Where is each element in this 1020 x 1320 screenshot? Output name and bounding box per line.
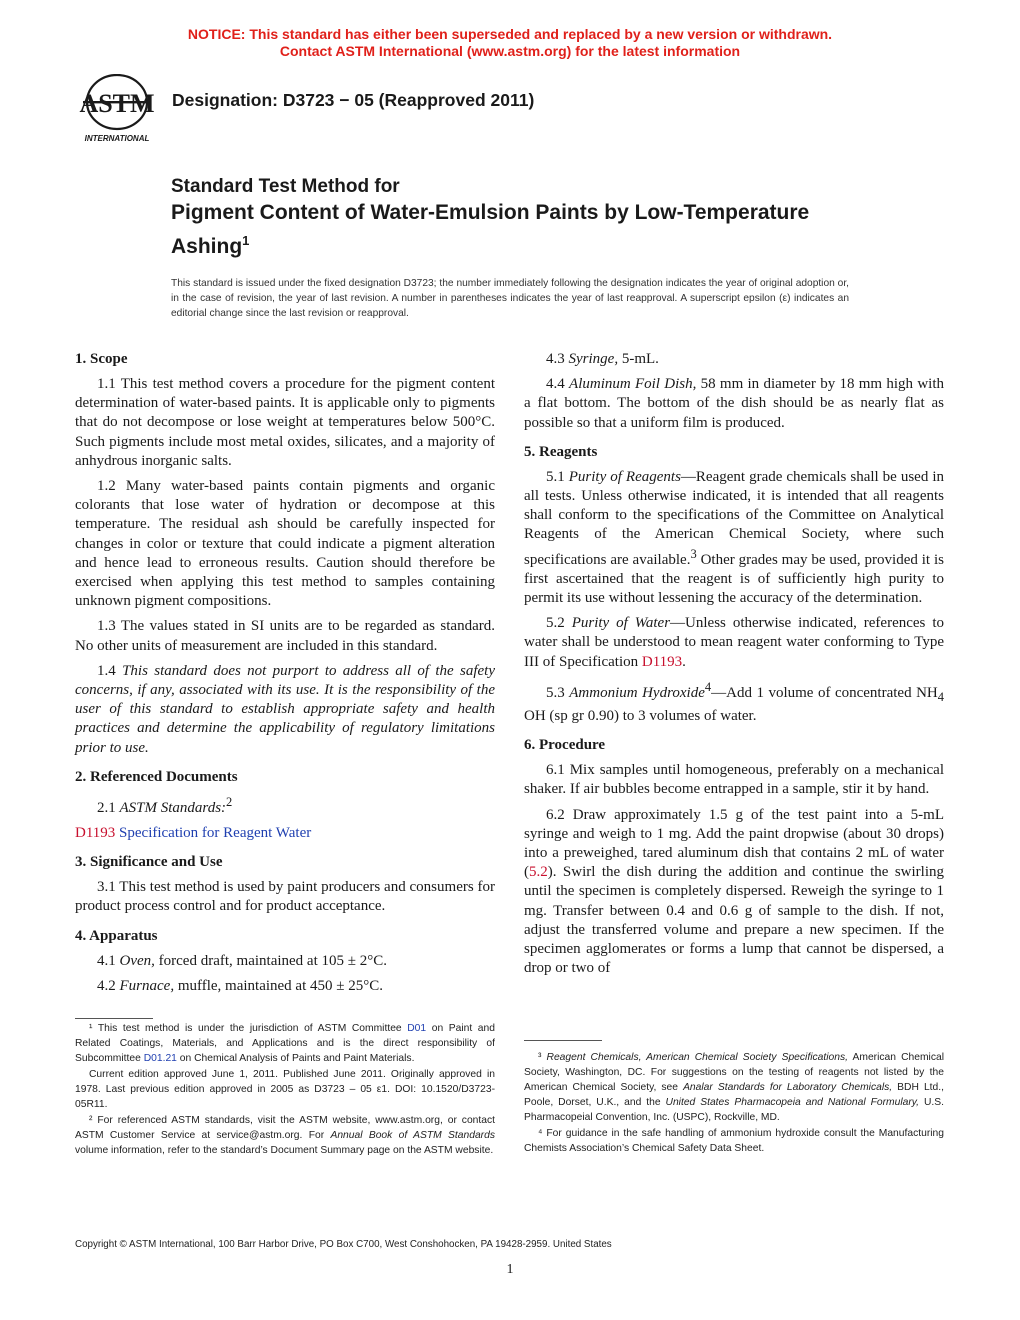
- d01-21-link[interactable]: D01.21: [143, 1053, 177, 1064]
- reagents-5-2: 5.2 Purity of Water—Unless otherwise indicated, references to water shall be understood to mean reagent water conforming to Type III of Specification D1193.: [524, 615, 944, 670]
- reagents-5-3: 5.3 Ammonium Hydroxide$^4$—Add 1 volume of concentrated $NH_4$ OH (sp gr 0.90) to 3 volumes of water.: [524, 679, 944, 725]
- apparatus-4-3: 4.3 Syringe, 5-mL.: [546, 351, 659, 367]
- footnote-1-edition: Current edition approved June 1, 2011. Published June 2011. Originally approved in 1978. Last previous edition approved in 2005 as D3723 – 05 ε1. DOI: 10.1520/D3723-05R11.: [75, 1069, 495, 1110]
- d1193-link[interactable]: D1193: [75, 825, 116, 842]
- section-5-2-link[interactable]: 5.2: [529, 864, 548, 881]
- title-text: Pigment Content of Water-Emulsion Paints by Low-Temperature Ashing: [171, 201, 810, 258]
- page-number: 1: [506, 1262, 514, 1277]
- section-procedure-heading: 6. Procedure: [524, 737, 606, 754]
- section-significance-heading: 3. Significance and Use: [75, 854, 223, 871]
- scope-1-4: 1.4 This standard does not purport to address all of the safety concerns, if any, associated with its use. It is the responsibility of the user of this standard to establish appropriate safety and health practices and determine the applicability of regulatory limitations prior to use.: [75, 662, 496, 756]
- referenced-2-1: 2.1 ASTM Standards:$^2$: [97, 794, 233, 816]
- footnotes-left: [75, 1021, 495, 1159]
- apparatus-4-2: 4.2 Furnace, muffle, maintained at 450 ± 25°C.: [97, 977, 383, 994]
- title-prefix: Standard Test Method for: [171, 176, 400, 197]
- section-referenced-heading: 2. Referenced Documents: [75, 768, 238, 785]
- d1193-title-link[interactable]: Specification for Reagent Water: [115, 825, 312, 842]
- preamble: This standard is issued under the fixed designation D3723; the number immediately following the designation indicates the year of original adoption or, in the case of revision, the year of last revision. A number in parentheses indicates the year of last reapproval. A superscript epsilon (ε) indicates an editorial change since the last revision or reapproval.: [171, 278, 849, 319]
- safety-caveat: This standard does not purport to address all of the safety concerns, if any, associated with its use. It is the responsibility of the user of this standard to establish appropriate safety and health practices and determine the applicability of regulatory limitations prior to use.: [75, 662, 496, 756]
- footnote-3: ³ Reagent Chemicals, American Chemical Society Specifications, American Chemical Society, Washington, DC. For suggestions on the testing of reagents not listed by the American Chemical Society, see Analar Standards for Laboratory Chemicals, BDH Ltd., Poole, Dorset, U.K., and the United States Pharmacopeia and National Formulary, U.S. Pharmacopeial Convention, Inc. (USPC), Rockville, MD.: [524, 1052, 944, 1123]
- reagents-5-1: 5.1 Purity of Reagents—Reagent grade chemicals shall be used in all tests. Unless otherwise indicated, it is intended that all reagents shall conform to the specifications of the Committee on Analytical Reagents of the American Chemical Society, where such specifications are available.$^3$ Other grades may be used, provided it is first ascertained that the reagent is of sufficiently high purity to permit its use without lessening the accuracy of the determination.: [524, 468, 945, 607]
- left-column: [75, 350, 495, 1002]
- astm-logo: [74, 74, 160, 144]
- footnote-4: ⁴ For guidance in the safe handling of ammonium hydroxide consult the Manufacturing Chemists Association’s Chemical Safety Data Sheet.: [524, 1128, 944, 1154]
- procedure-6-2: 6.2 Draw approximately 1.5 g of the test paint into a 5-mL syringe and weigh to 1 mg. Add the paint dropwise (about 30 drops) into a preweighed, tared aluminum dish that contains 2 mL of water (5.2). Swirl the dish during the addition and continue the swirling until the specimen is completely dispersed. Reweigh the syringe to 1 mg. Transfer between 0.4 and 0.6 g of sample to the dish. If not, adjust the transferred volume and prepare a new specimen. If the specimen agglomerates or forms a lump that cannot be dispersed, a drop or two of: [524, 806, 944, 977]
- procedure-6-1: 6.1 Mix samples until homogeneous, preferably on a mechanical shaker. If air bubbles become entrapped in a sample, stir it by hand.: [524, 762, 944, 798]
- significance-3-1: 3.1 This test method is used by paint producers and consumers for product process control and for product acceptance.: [75, 879, 495, 915]
- section-reagents-heading: 5. Reagents: [524, 443, 598, 460]
- scope-1-3: 1.3 The values stated in SI units are to be regarded as standard. No other units of measurement are included in this standard.: [75, 618, 495, 654]
- scope-1-1: 1.1 This test method covers a procedure for the pigment content determination of water-based paints. It is applicable only to pigments that do not decompose or lose weight at temperatures below 500°C. Such pigments include most metal oxides, silicates, and a majority of anhydrous inorganic salts.: [75, 376, 495, 469]
- apparatus-4-4: 4.4 Aluminum Foil Dish, 58 mm in diameter by 18 mm high with a flat bottom. The bottom of the dish should be as nearly flat as possible so that a uniform film is produced.: [524, 376, 944, 431]
- designation: Designation: D3723 − 05 (Reapproved 2011): [172, 90, 535, 110]
- footnote-rule-right: [524, 1040, 602, 1041]
- footnotes-right: [524, 1050, 944, 1157]
- footnote-2: ² For referenced ASTM standards, visit the ASTM website, www.astm.org, or contact ASTM Customer Service at service@astm.org. For Annual Book of ASTM Standards volume information, refer to the standard’s Document Summary page on the ASTM website.: [75, 1115, 495, 1156]
- withdrawal-notice: [0, 26, 1020, 60]
- section-apparatus-heading: 4. Apparatus: [75, 927, 158, 944]
- notice-line-2: Contact ASTM International (www.astm.org) for the latest information: [279, 43, 741, 59]
- apparatus-4-1: 4.1 Oven, forced draft, maintained at 105 ± 2°C.: [97, 952, 387, 969]
- document-title: [171, 199, 811, 261]
- referenced-doc-entry: [75, 824, 495, 843]
- d1193-inline-link[interactable]: D1193: [641, 653, 683, 670]
- copyright-line: Copyright © ASTM International, 100 Barr Harbor Drive, PO Box C700, West Conshohocken, PA 19428-2959. United States: [75, 1239, 612, 1250]
- d01-link[interactable]: D01: [407, 1023, 427, 1034]
- section-scope-heading: 1. Scope: [75, 351, 128, 367]
- scope-1-2: 1.2 Many water-based paints contain pigments and organic colorants that lose water of hydration or decompose at this temperature. The residual ash should be carefully inspected for changes in color or texture that could indicate a pigment alteration and hence lead to erroneous results. Caution should therefore be exercised when applying this test method to samples containing unknown pigment compositions.: [75, 478, 495, 610]
- logo-subtext: INTERNATIONAL: [84, 134, 150, 143]
- footnote-rule-left: [75, 1018, 153, 1019]
- notice-line-1: NOTICE: This standard has either been superseded and replaced by a new version or withdrawn.: [187, 26, 833, 42]
- title-block: [171, 175, 811, 261]
- logo-text: ASTM: [79, 89, 155, 118]
- footnote-1: ¹ This test method is under the jurisdiction of ASTM Committee D01 on Paint and Related Coatings, Materials, and Applications and is the direct responsibility of Subcommittee D01.21 on Chemical Analysis of Paints and Paint Materials.: [75, 1023, 495, 1064]
- title-footnote-mark: 1: [242, 233, 250, 248]
- right-column: [524, 350, 944, 984]
